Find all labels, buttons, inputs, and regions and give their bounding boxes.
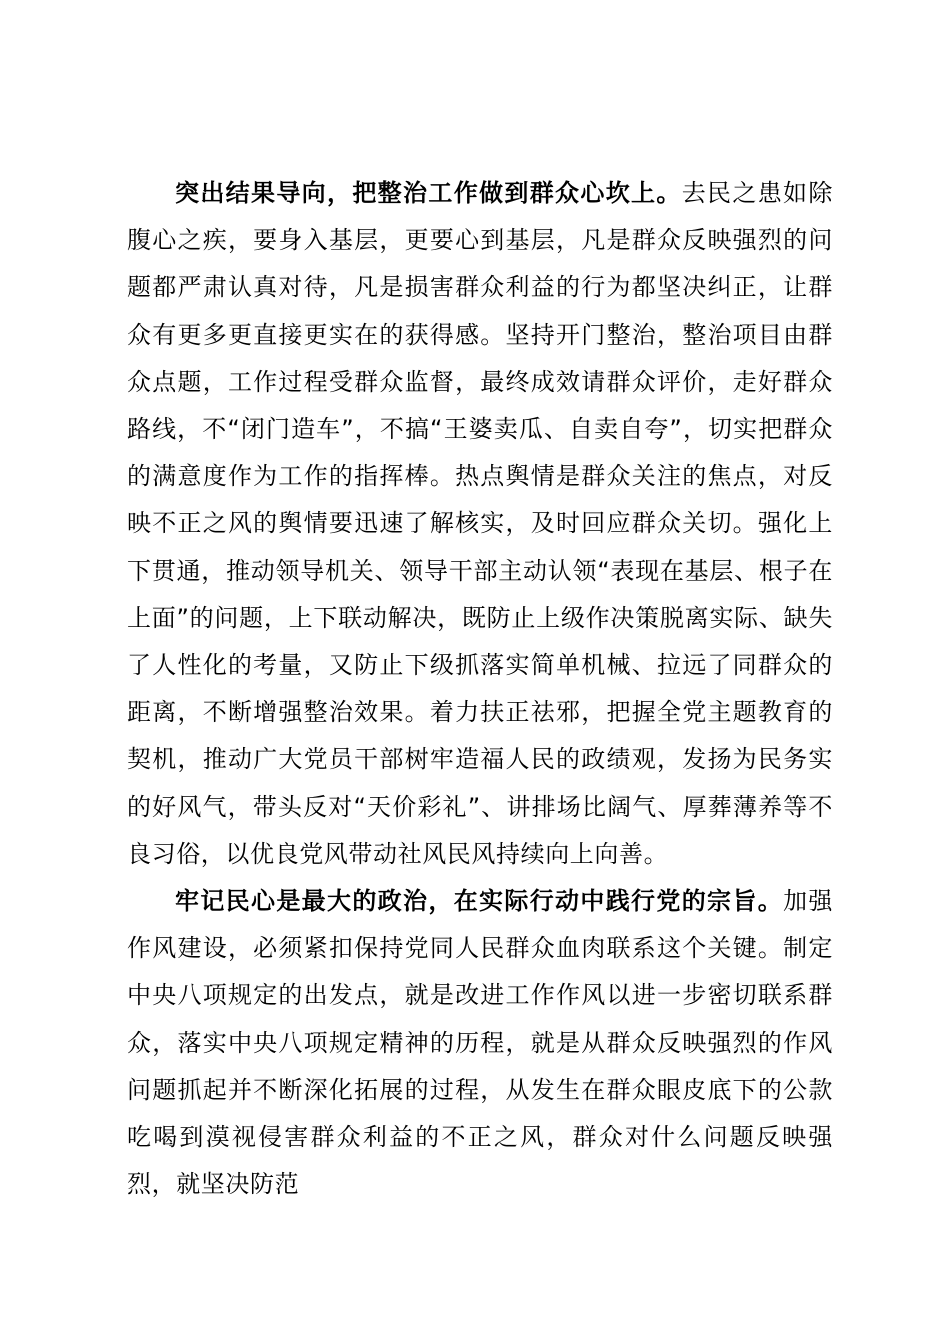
paragraph-public-support [127, 878, 833, 1208]
paragraph-body: 去民之患如除腹心之疾，要身入基层，更要心到基层，凡是群众反映强烈的问题都严肃认真对待，凡是损害群众利益的行为都坚决纠正，让群众有更多更直接更实在的获得感。坚持开门整治，整治项目由群众点题，工作过程受群众监督，最终成效请群众评价，走好群众路线，不“闭门造车”，不搞“王婆卖瓜、自卖自夸”，切实把群众的满意度作为工作的指挥棒。热点舆情是群众关注的焦点，对反映不正之风的舆情要迅速了解核实，及时回应群众关切。强化上下贯通，推动领导机关、领导干部主动认领“表现在基层、根子在上面”的问题，上下联动解决，既防止上级作决策脱离实际、缺失了人性化的考量，又防止下级抓落实简单机械、拉远了同群众的距离，不断增强整治效果。着力扶正祛邪，把握全党主题教育的契机，推动广大党员干部树牢造福人民的政绩观，发扬为民务实的好风气，带头反对“天价彩礼”、讲排场比阔气、厚葬薄养等不良习俗，以优良党风带动社风民风持续向上向善。 [127, 179, 833, 868]
paragraph-heading: 突出结果导向，把整治工作做到群众心坎上。 [175, 179, 682, 207]
paragraph-results-oriented [127, 170, 833, 878]
paragraph-body: 加强作风建设，必须紧扣保持党同人民群众血肉联系这个关键。制定中央八项规定的出发点，就是改进工作作风以进一步密切联系群众，落实中央八项规定精神的历程，就是从群众反映强烈的作风问题抓起并不断深化拓展的过程，从发生在群众眼皮底下的公款吃喝到漠视侵害群众利益的不正之风，群众对什么问题反映强烈，就坚决防范 [127, 887, 833, 1199]
document-page [127, 170, 833, 1208]
paragraph-heading: 牢记民心是最大的政治，在实际行动中践行党的宗旨。 [175, 887, 784, 916]
